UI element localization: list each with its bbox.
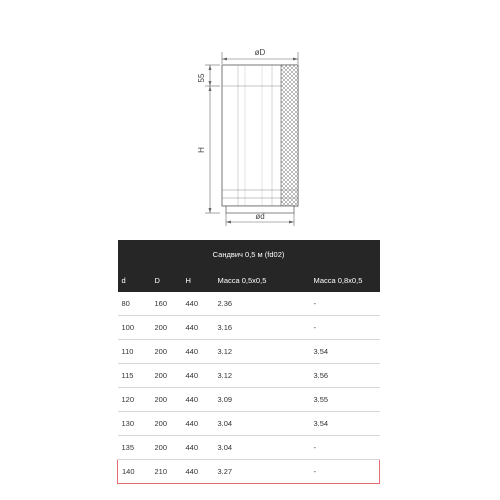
- cell-mass-05: 3.04: [214, 436, 310, 460]
- insulation-hatch: [281, 65, 298, 206]
- cell-d: 135: [118, 436, 151, 460]
- cell-D: 200: [151, 388, 182, 412]
- table-row: [118, 436, 380, 460]
- cell-mass-05: 3.16: [214, 316, 310, 340]
- inner-diameter-label: ød: [255, 212, 265, 221]
- table-row: [118, 412, 380, 436]
- cell-mass-08: -: [310, 316, 380, 340]
- outer-diameter-dimension: [222, 48, 298, 64]
- cell-H: 440: [182, 292, 214, 316]
- column-header-mass-08: Масса 0,8х0,5: [310, 268, 380, 292]
- cell-D: 200: [151, 436, 182, 460]
- cell-d: 110: [118, 340, 151, 364]
- cell-mass-08: -: [310, 436, 380, 460]
- cell-mass-08: 3.54: [310, 340, 380, 364]
- table-row: [118, 460, 380, 484]
- cell-d: 100: [118, 316, 151, 340]
- height-dimension: [197, 65, 220, 213]
- cell-mass-08: -: [310, 292, 380, 316]
- cell-mass-05: 3.09: [214, 388, 310, 412]
- cell-mass-05: 3.27: [214, 460, 310, 484]
- cell-H: 440: [182, 436, 214, 460]
- cell-d: 115: [118, 364, 151, 388]
- cell-H: 440: [182, 388, 214, 412]
- cell-D: 210: [151, 460, 182, 484]
- cell-H: 440: [182, 364, 214, 388]
- column-header-D: D: [151, 268, 182, 292]
- height-label: H: [197, 147, 206, 153]
- cell-H: 440: [182, 316, 214, 340]
- cell-d: 130: [118, 412, 151, 436]
- column-header-mass-05: Масса 0,5х0,5: [214, 268, 310, 292]
- cell-H: 440: [182, 340, 214, 364]
- spec-table: [117, 240, 380, 484]
- table-row: [118, 388, 380, 412]
- table-title: Сандвич 0,5 м (fd02): [118, 240, 380, 268]
- table-row: [118, 340, 380, 364]
- cell-d: 140: [118, 460, 151, 484]
- cell-mass-05: 3.04: [214, 412, 310, 436]
- table-row: [118, 316, 380, 340]
- outer-diameter-label: øD: [254, 48, 266, 57]
- cell-mass-05: 3.12: [214, 340, 310, 364]
- cell-mass-08: -: [310, 460, 380, 484]
- cell-mass-05: 3.12: [214, 364, 310, 388]
- column-header-d: d: [118, 268, 151, 292]
- cell-mass-05: 2.36: [214, 292, 310, 316]
- cell-d: 80: [118, 292, 151, 316]
- cell-D: 200: [151, 316, 182, 340]
- cell-mass-08: 3.55: [310, 388, 380, 412]
- socket-length-label: 55: [197, 73, 206, 83]
- cell-mass-08: 3.56: [310, 364, 380, 388]
- pipe-drawing: [0, 0, 500, 240]
- cell-mass-08: 3.54: [310, 412, 380, 436]
- column-header-H: H: [182, 268, 214, 292]
- table-title-row: [118, 240, 380, 268]
- cell-D: 200: [151, 412, 182, 436]
- cell-D: 200: [151, 364, 182, 388]
- table-body: [118, 292, 380, 484]
- table-header-row: [118, 268, 380, 292]
- pipe-body: [222, 65, 298, 213]
- table-row: [118, 292, 380, 316]
- inner-diameter-dimension: [226, 212, 294, 226]
- cell-D: 160: [151, 292, 182, 316]
- table-row: [118, 364, 380, 388]
- cell-H: 440: [182, 460, 214, 484]
- cell-d: 120: [118, 388, 151, 412]
- cell-D: 200: [151, 340, 182, 364]
- cell-H: 440: [182, 412, 214, 436]
